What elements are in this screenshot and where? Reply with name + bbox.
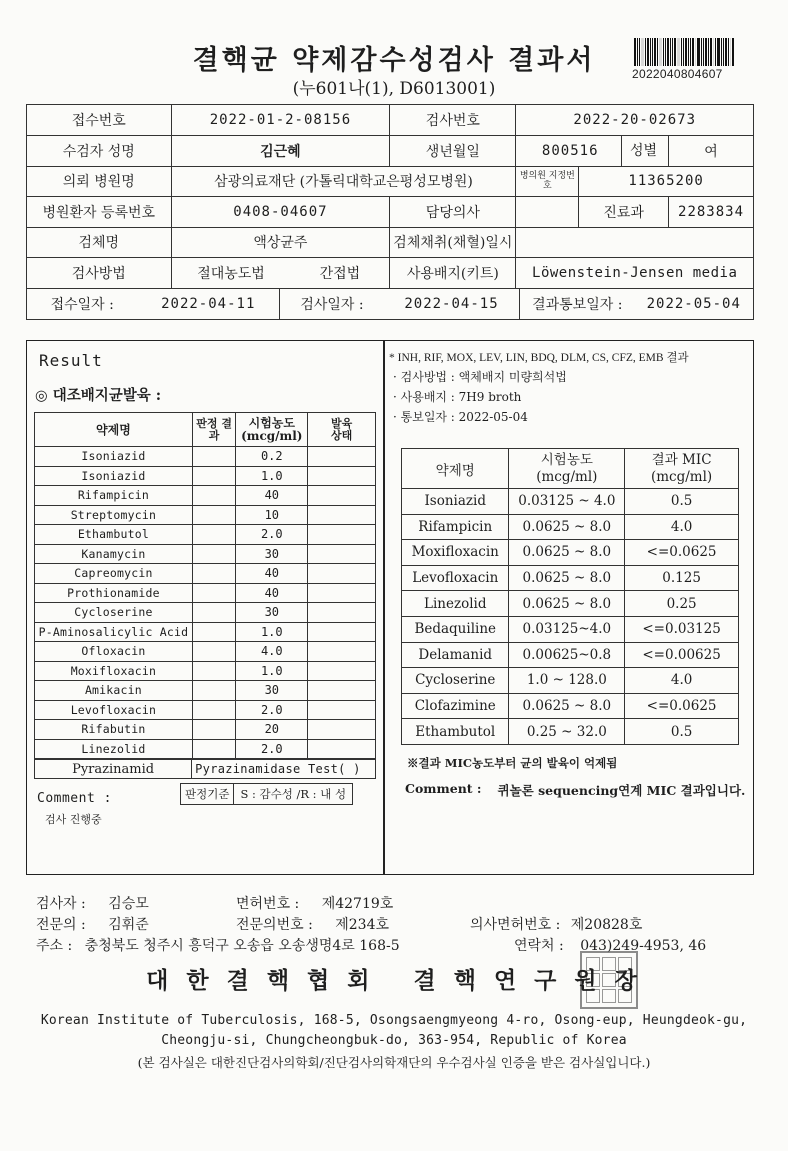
drug-name: Rifampicin bbox=[35, 486, 193, 506]
mic-range: 0.0625 ~ 8.0 bbox=[509, 591, 625, 617]
drug-name: Ethambutol bbox=[35, 525, 193, 545]
specialist-no-label: 전문의번호 : bbox=[236, 917, 313, 933]
footer-line-3 bbox=[36, 935, 400, 955]
concentration: 2.0 bbox=[236, 739, 308, 759]
mic-note-drugs: * INH, RIF, MOX, LEV, LIN, BDQ, DLM, CS, CFZ, EMB 결과 bbox=[389, 352, 689, 364]
barcode-bar bbox=[697, 38, 700, 66]
mic-comment-text: 퀴놀론 sequencing연계 MIC 결과입니다. bbox=[497, 783, 746, 798]
mic-value: 4.0 bbox=[625, 668, 739, 694]
result-value bbox=[192, 525, 236, 545]
drug-name: Levofloxacin bbox=[35, 700, 193, 720]
barcode-image bbox=[634, 38, 746, 66]
patient-info-table bbox=[26, 104, 754, 320]
mic-drug-name: Linezolid bbox=[402, 591, 509, 617]
dept-value: 2283834 bbox=[669, 197, 754, 228]
info-row bbox=[27, 288, 754, 319]
specialist-name: 김휘준 bbox=[108, 917, 149, 933]
table-row bbox=[402, 642, 739, 668]
barcode-bar bbox=[663, 38, 664, 66]
growth-status bbox=[308, 720, 376, 740]
barcode-bar bbox=[688, 38, 689, 66]
info-row bbox=[27, 105, 754, 136]
concentration: 1.0 bbox=[236, 622, 308, 642]
concentration: 1.0 bbox=[236, 466, 308, 486]
mic-drug-name: Ethambutol bbox=[402, 719, 509, 745]
mic-value: <=0.03125 bbox=[625, 616, 739, 642]
mic-range: 0.0625 ~ 8.0 bbox=[509, 693, 625, 719]
barcode-bar bbox=[721, 38, 722, 66]
birth-label: 생년월일 bbox=[390, 135, 516, 166]
mic-value: <=0.0625 bbox=[625, 693, 739, 719]
concentration: 30 bbox=[236, 544, 308, 564]
english-address-1: Korean Institute of Tuberculosis, 168-5, Osongsaengmyeong 4-ro, Osong-eup, Heungdeok-gu, bbox=[40, 1013, 748, 1028]
concentration: 1.0 bbox=[236, 661, 308, 681]
mic-drug-name: Moxifloxacin bbox=[402, 540, 509, 566]
method-label: 검사방법 bbox=[27, 258, 172, 289]
sex-label: 성별 bbox=[621, 136, 665, 166]
medium-value: Löwenstein-Jensen media bbox=[516, 258, 754, 289]
result-heading: Result bbox=[39, 351, 103, 370]
institute-name: 대 한 결 핵 협 회 결 핵 연 구 원 장 bbox=[146, 967, 642, 994]
barcode-bar bbox=[665, 38, 666, 66]
table-row bbox=[35, 525, 376, 545]
test-date: 2022-04-15 bbox=[404, 295, 499, 312]
info-row bbox=[27, 258, 754, 289]
info-row bbox=[27, 227, 754, 258]
result-value bbox=[192, 681, 236, 701]
legend-box bbox=[180, 783, 353, 805]
barcode-bar bbox=[730, 38, 731, 66]
mic-range: 0.0625 ~ 8.0 bbox=[509, 565, 625, 591]
drug-name: Isoniazid bbox=[35, 447, 193, 467]
drug-name: Linezolid bbox=[35, 739, 193, 759]
growth-status bbox=[308, 447, 376, 467]
mic-value: <=0.00625 bbox=[625, 642, 739, 668]
concentration: 30 bbox=[236, 681, 308, 701]
barcode-bar bbox=[637, 38, 638, 66]
report-date-label: 결과통보일자 : bbox=[532, 296, 623, 313]
report-title: 결핵균 약제감수성검사 결과서 bbox=[192, 45, 596, 76]
table-row bbox=[402, 489, 739, 515]
method-2: 간접법 bbox=[290, 258, 389, 289]
concentration: 2.0 bbox=[236, 700, 308, 720]
table-row bbox=[402, 616, 739, 642]
tester-label: 검사자 : bbox=[36, 896, 86, 912]
contact-value: 043)249-4953, 46 bbox=[580, 938, 707, 954]
barcode-bar bbox=[659, 38, 662, 66]
mic-value: 0.5 bbox=[625, 489, 739, 515]
barcode-bar bbox=[645, 38, 646, 66]
concentration: 40 bbox=[236, 583, 308, 603]
result-value bbox=[192, 622, 236, 642]
drug-result-table bbox=[34, 412, 376, 759]
concentration: 2.0 bbox=[236, 525, 308, 545]
specimen-value: 액상균주 bbox=[171, 227, 390, 258]
footer-line-1 bbox=[36, 893, 149, 913]
mic-note-report-date: · 통보일자 : 2022-05-04 bbox=[393, 410, 528, 424]
report-date: 2022-05-04 bbox=[646, 295, 741, 312]
barcode-bar bbox=[639, 38, 640, 66]
receive-date-label: 접수일자 : bbox=[50, 296, 114, 313]
mic-range: 0.0625 ~ 8.0 bbox=[509, 514, 625, 540]
legend-values: S : 감수성 /R : 내 성 bbox=[234, 783, 353, 805]
mic-header-mic: 결과 MIC (mcg/ml) bbox=[625, 449, 739, 489]
method-1: 절대농도법 bbox=[171, 258, 290, 289]
reception-no-label: 접수번호 bbox=[27, 105, 172, 136]
mic-value: 0.5 bbox=[625, 719, 739, 745]
license-value: 제42719호 bbox=[321, 896, 394, 912]
mic-panel bbox=[384, 340, 754, 875]
growth-status bbox=[308, 661, 376, 681]
header-drug: 약제명 bbox=[35, 413, 193, 447]
barcode-bar bbox=[723, 38, 724, 66]
table-row bbox=[402, 565, 739, 591]
certification-note: (본 검사실은 대한진단검사의학회/진단검사의학재단의 우수검사실 인증을 받은 검사실입니다.) bbox=[137, 1055, 651, 1070]
mic-range: 0.00625~0.8 bbox=[509, 642, 625, 668]
concentration: 40 bbox=[236, 486, 308, 506]
table-row bbox=[35, 720, 376, 740]
table-row bbox=[35, 603, 376, 623]
mic-header-row bbox=[402, 449, 739, 489]
concentration: 30 bbox=[236, 603, 308, 623]
result-value bbox=[192, 486, 236, 506]
barcode-bar bbox=[683, 38, 684, 66]
table-row bbox=[35, 564, 376, 584]
specialist-no: 제234호 bbox=[335, 917, 390, 933]
receive-date: 2022-04-11 bbox=[161, 295, 256, 312]
mic-range: 1.0 ~ 128.0 bbox=[509, 668, 625, 694]
barcode-bar bbox=[641, 38, 644, 66]
table-row bbox=[402, 514, 739, 540]
mic-drug-name: Cycloserine bbox=[402, 668, 509, 694]
barcode-bar bbox=[670, 38, 671, 66]
concentration: 4.0 bbox=[236, 642, 308, 662]
result-value bbox=[192, 564, 236, 584]
sex-value: 여 bbox=[669, 135, 754, 166]
drug-name: Isoniazid bbox=[35, 466, 193, 486]
result-value bbox=[192, 544, 236, 564]
table-row bbox=[35, 681, 376, 701]
table-row bbox=[402, 591, 739, 617]
table-row bbox=[35, 544, 376, 564]
pyrazinamid-label: Pyrazinamid bbox=[35, 760, 192, 779]
in-progress-text: 검사 진행중 bbox=[45, 813, 102, 826]
barcode-bar bbox=[695, 38, 696, 66]
result-value bbox=[192, 700, 236, 720]
concentration: 10 bbox=[236, 505, 308, 525]
info-row bbox=[27, 166, 754, 197]
mic-value: <=0.0625 bbox=[625, 540, 739, 566]
license-label: 면허번호 : bbox=[236, 896, 300, 912]
drug-name: Kanamycin bbox=[35, 544, 193, 564]
hospital-code-label: 병의원 지정번호 bbox=[516, 166, 579, 197]
reg-no: 0408-04607 bbox=[171, 197, 390, 228]
reception-no: 2022-01-2-08156 bbox=[171, 105, 390, 136]
contact-label: 연락처 : bbox=[514, 938, 564, 954]
reg-no-label: 병원환자 등록번호 bbox=[27, 197, 172, 228]
growth-status bbox=[308, 544, 376, 564]
control-growth-label: ◎ 대조배지균발육 : bbox=[35, 387, 162, 404]
barcode-bar bbox=[705, 38, 707, 66]
doctor-license-label: 의사면허번호 : bbox=[470, 917, 561, 933]
mic-comment-label: Comment : bbox=[405, 781, 482, 796]
mic-drug-name: Levofloxacin bbox=[402, 565, 509, 591]
barcode-bar bbox=[685, 38, 687, 66]
mic-drug-name: Isoniazid bbox=[402, 489, 509, 515]
barcode-bar bbox=[677, 38, 680, 66]
drug-name: Rifabutin bbox=[35, 720, 193, 740]
patient-name-label: 수검자 성명 bbox=[27, 135, 172, 166]
drug-name: Streptomycin bbox=[35, 505, 193, 525]
result-value bbox=[192, 642, 236, 662]
concentration: 20 bbox=[236, 720, 308, 740]
barcode-bar bbox=[647, 38, 649, 66]
growth-status bbox=[308, 583, 376, 603]
table-row bbox=[35, 583, 376, 603]
drug-name: Prothionamide bbox=[35, 583, 193, 603]
drug-name: Capreomycin bbox=[35, 564, 193, 584]
dept-label: 진료과 bbox=[579, 197, 669, 228]
specimen-label: 검체명 bbox=[27, 227, 172, 258]
mic-header-range: 시험농도 (mcg/ml) bbox=[509, 449, 625, 489]
drug-name: P-Aminosalicylic Acid bbox=[35, 622, 193, 642]
mic-drug-name: Rifampicin bbox=[402, 514, 509, 540]
mic-value: 0.25 bbox=[625, 591, 739, 617]
mic-drug-name: Bedaquiline bbox=[402, 616, 509, 642]
test-no: 2022-20-02673 bbox=[516, 105, 754, 136]
result-value bbox=[192, 720, 236, 740]
result-comment-label: Comment : bbox=[37, 791, 112, 806]
barcode-bar bbox=[674, 38, 676, 66]
barcode-bar bbox=[715, 38, 716, 66]
drug-name: Amikacin bbox=[35, 681, 193, 701]
doctor-name bbox=[516, 197, 579, 228]
mic-range: 0.25 ~ 32.0 bbox=[509, 719, 625, 745]
report-subtitle: (누601나(1), D6013001) bbox=[292, 79, 496, 99]
growth-status bbox=[308, 505, 376, 525]
table-row bbox=[402, 719, 739, 745]
header-growth: 발육 상태 bbox=[308, 413, 376, 447]
barcode-bar bbox=[703, 38, 704, 66]
result-value bbox=[192, 466, 236, 486]
mic-note-medium: · 사용배지 : 7H9 broth bbox=[393, 390, 522, 404]
pyrazinamid-table bbox=[34, 759, 376, 779]
mic-value: 0.125 bbox=[625, 565, 739, 591]
barcode-bar bbox=[692, 38, 694, 66]
drug-name: Cycloserine bbox=[35, 603, 193, 623]
patient-name: 김근혜 bbox=[171, 135, 390, 166]
barcode-bar bbox=[725, 38, 727, 66]
growth-status bbox=[308, 700, 376, 720]
barcode-bar bbox=[650, 38, 651, 66]
info-row bbox=[27, 135, 754, 166]
result-value bbox=[192, 603, 236, 623]
growth-status bbox=[308, 525, 376, 545]
barcode-bar bbox=[634, 38, 636, 66]
table-row bbox=[35, 486, 376, 506]
specialist-label: 전문의 : bbox=[36, 917, 86, 933]
result-value bbox=[192, 661, 236, 681]
barcode-bar bbox=[690, 38, 691, 66]
growth-status bbox=[308, 564, 376, 584]
table-row bbox=[35, 447, 376, 467]
table-row bbox=[35, 622, 376, 642]
table-row bbox=[35, 739, 376, 759]
result-value bbox=[192, 583, 236, 603]
hospital-label: 의뢰 병원명 bbox=[27, 166, 172, 197]
growth-status bbox=[308, 486, 376, 506]
drug-name: Moxifloxacin bbox=[35, 661, 193, 681]
medium-label: 사용배지(키트) bbox=[390, 258, 516, 289]
growth-status bbox=[308, 603, 376, 623]
table-row bbox=[402, 540, 739, 566]
address-label: 주소 : bbox=[36, 938, 73, 954]
footer-line-2 bbox=[36, 914, 149, 934]
table-row bbox=[35, 661, 376, 681]
growth-status bbox=[308, 642, 376, 662]
growth-status bbox=[308, 466, 376, 486]
test-no-label: 검사번호 bbox=[390, 105, 516, 136]
mic-value: 4.0 bbox=[625, 514, 739, 540]
hospital-name: 삼광의료재단 (가톨릭대학교은평성모병원) bbox=[171, 166, 516, 197]
mic-range: 0.03125~4.0 bbox=[509, 616, 625, 642]
header-concentration: 시험농도 (mcg/ml) bbox=[236, 413, 308, 447]
collection-label: 검체채취(채혈)일시 bbox=[390, 227, 516, 258]
barcode-bar bbox=[657, 38, 658, 66]
table-row bbox=[35, 642, 376, 662]
legend-label: 판정기준 bbox=[180, 783, 234, 805]
english-address-2: Cheongju-si, Chungcheongbuk-do, 363-954, Republic of Korea bbox=[161, 1033, 627, 1048]
mic-range: 0.0625 ~ 8.0 bbox=[509, 540, 625, 566]
table-row bbox=[35, 700, 376, 720]
mic-note-method: · 검사방법 : 액체배지 미량희석법 bbox=[393, 370, 567, 384]
result-value bbox=[192, 739, 236, 759]
barcode-bar bbox=[652, 38, 653, 66]
table-row bbox=[35, 505, 376, 525]
barcode-bar bbox=[708, 38, 709, 66]
mic-drug-name: Clofazimine bbox=[402, 693, 509, 719]
barcode-bar bbox=[672, 38, 673, 66]
mic-comment bbox=[405, 781, 745, 799]
concentration: 0.2 bbox=[236, 447, 308, 467]
drug-name: Ofloxacin bbox=[35, 642, 193, 662]
barcode-bar bbox=[713, 38, 714, 66]
header-result: 판정 결과 bbox=[192, 413, 236, 447]
pyrazinamid-test: Pyrazinamidase Test( ) bbox=[192, 760, 376, 779]
result-panel bbox=[26, 340, 384, 875]
doctor-label: 담당의사 bbox=[390, 197, 516, 228]
barcode-bar bbox=[654, 38, 656, 66]
collection-value bbox=[516, 227, 754, 258]
birth-value: 800516 bbox=[541, 142, 599, 159]
barcode-bar bbox=[732, 38, 734, 66]
result-value bbox=[192, 505, 236, 525]
address-value: 충청북도 청주시 흥덕구 오송읍 오송생명4로 168-5 bbox=[84, 938, 400, 954]
hospital-code: 11365200 bbox=[579, 166, 754, 197]
doctor-license: 제20828호 bbox=[570, 917, 643, 933]
table-row bbox=[402, 668, 739, 694]
table-header-row bbox=[35, 413, 376, 447]
pyrazinamid-row bbox=[35, 760, 376, 779]
test-date-label: 검사일자 : bbox=[300, 296, 364, 313]
info-row bbox=[27, 197, 754, 228]
growth-status bbox=[308, 622, 376, 642]
mic-footnote: ※결과 MIC농도부터 균의 발육이 억제됨 bbox=[407, 756, 618, 770]
growth-status bbox=[308, 739, 376, 759]
birth-date bbox=[516, 135, 669, 166]
result-value bbox=[192, 447, 236, 467]
mic-range: 0.03125 ~ 4.0 bbox=[509, 489, 625, 515]
barcode-bar bbox=[667, 38, 669, 66]
barcode-bar bbox=[728, 38, 729, 66]
growth-status bbox=[308, 681, 376, 701]
table-row bbox=[402, 693, 739, 719]
barcode-number: 2022040804607 bbox=[632, 67, 723, 81]
barcode-bar bbox=[681, 38, 682, 66]
barcode-bar bbox=[717, 38, 720, 66]
tester-name: 김승모 bbox=[108, 896, 149, 912]
table-row bbox=[35, 466, 376, 486]
barcode-bar bbox=[701, 38, 702, 66]
mic-table bbox=[401, 448, 739, 745]
mic-drug-name: Delamanid bbox=[402, 642, 509, 668]
concentration: 40 bbox=[236, 564, 308, 584]
mic-header-drug: 약제명 bbox=[402, 449, 509, 489]
barcode-bar bbox=[710, 38, 712, 66]
